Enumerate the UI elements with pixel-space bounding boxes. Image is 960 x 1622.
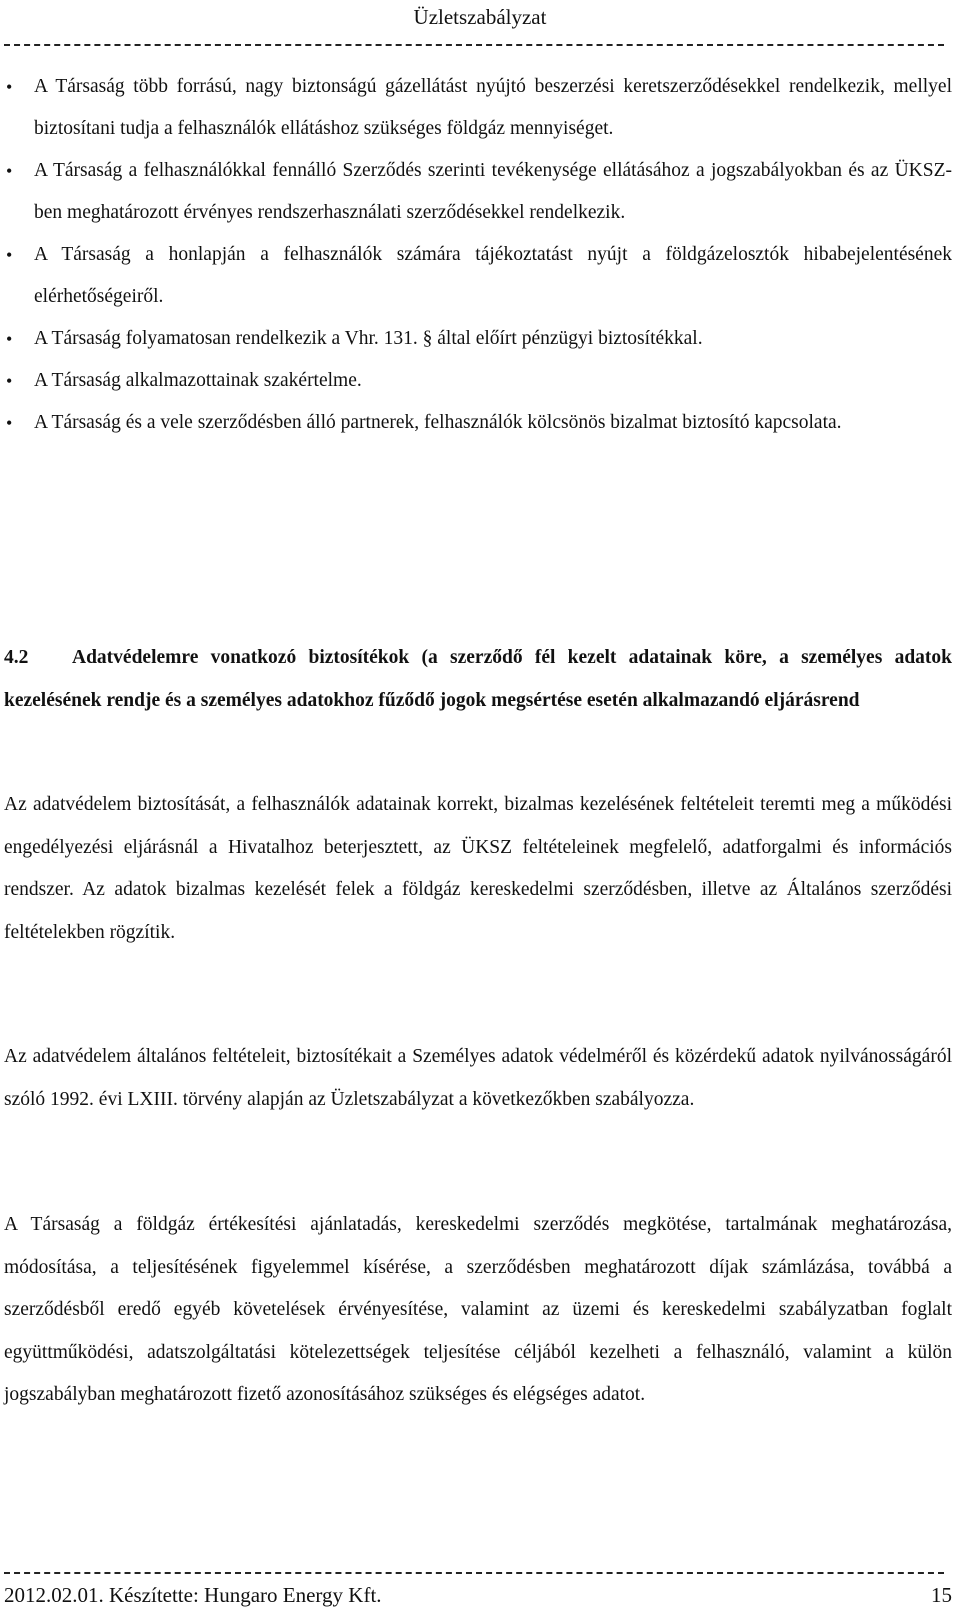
list-item — [4, 150, 952, 234]
section-title: Adatvédelemre vonatkozó biztosítékok (a szerződő fél kezelt adatainak köre, a személyes adatok kezelésének rendje és a személyes adatokhoz fűződő jogok megsértése esetén alkalmazandó eljárásrend — [4, 647, 952, 711]
list-item-text: A Társaság alkalmazottainak szakértelme. — [34, 370, 362, 391]
bullet-icon: • — [6, 161, 13, 181]
document-title: Üzletszabályzat — [413, 5, 547, 29]
section-heading — [4, 636, 952, 722]
bullet-icon: • — [6, 413, 13, 433]
bullet-icon: • — [6, 329, 13, 349]
paragraph: Az adatvédelem biztosítását, a felhasználók adatainak korrekt, bizalmas kezelésének feltételeit teremti meg a működési engedélyezési eljárásnál a Hivatalhoz beterjesztett, az ÜKSZ feltételeinek megfelelő, adatforgalmi és információs rendszer. Az adatok bizalmas kezelését felek a földgáz kereskedelmi szerződésben, illetve az Általános szerződési feltételekben rögzítik. — [4, 794, 952, 943]
footer-credit: 2012.02.01. Készítette: Hungaro Energy Kft. — [4, 1583, 382, 1607]
paragraph: Az adatvédelem általános feltételeit, biztosítékait a Személyes adatok védelméről és közérdekű adatok nyilvánosságáról szóló 1992. évi LXIII. törvény alapján az Üzletszabályzat a következőkben szabályozza. — [4, 1046, 952, 1110]
list-item-text: A Társaság és a vele szerződésben álló partnerek, felhasználók kölcsönös bizalmat biztosító kapcsolata. — [34, 412, 842, 433]
list-item — [4, 318, 952, 360]
list-item — [4, 234, 952, 318]
header-divider — [4, 44, 944, 46]
paragraph: A Társaság a földgáz értékesítési ajánlatadás, kereskedelmi szerződés megkötése, tartalmának meghatározása, módosítása, a teljesítésének figyelemmel kísérése, a szerződésben meghatározott díjak számlázása, továbbá a szerződésből eredő egyéb követelések érvényesítése, valamint az üzemi és kereskedelmi szabályzatban foglalt együttműködési, adatszolgáltatási kötelezettségek teljesítése céljából kezelheti a felhasználó, valamint a külön jogszabályban meghatározott fizető azonosításához szükséges és elégséges adatot. — [4, 1214, 952, 1405]
bullet-icon: • — [6, 245, 13, 265]
list-item-text: A Társaság a honlapján a felhasználók számára tájékoztatást nyújt a földgázelosztók hibabejelentésének elérhetőségeiről. — [34, 244, 952, 307]
list-item — [4, 66, 952, 150]
bullet-list — [4, 66, 952, 444]
page-footer — [4, 1580, 952, 1610]
list-item-text: A Társaság több forrású, nagy biztonságú gázellátást nyújtó beszerzési keretszerződésekkel rendelkezik, mellyel biztosítani tudja a felhasználók ellátáshoz szükséges földgáz mennyiséget. — [34, 76, 952, 139]
list-item-text: A Társaság a felhasználókkal fennálló Szerződés szerinti tevékenysége ellátásához a jogszabályokban és az ÜKSZ-ben meghatározott érvényes rendszerhasználati szerződésekkel rendelkezik. — [34, 160, 952, 223]
page-number: 15 — [931, 1583, 952, 1607]
bullet-icon: • — [6, 77, 13, 97]
section-number: 4.2 — [4, 647, 29, 668]
bullet-icon: • — [6, 371, 13, 391]
list-item — [4, 402, 952, 444]
list-item — [4, 360, 952, 402]
footer-divider — [4, 1572, 944, 1574]
list-item-text: A Társaság folyamatosan rendelkezik a Vhr. 131. § által előírt pénzügyi biztosítékkal. — [34, 328, 703, 349]
